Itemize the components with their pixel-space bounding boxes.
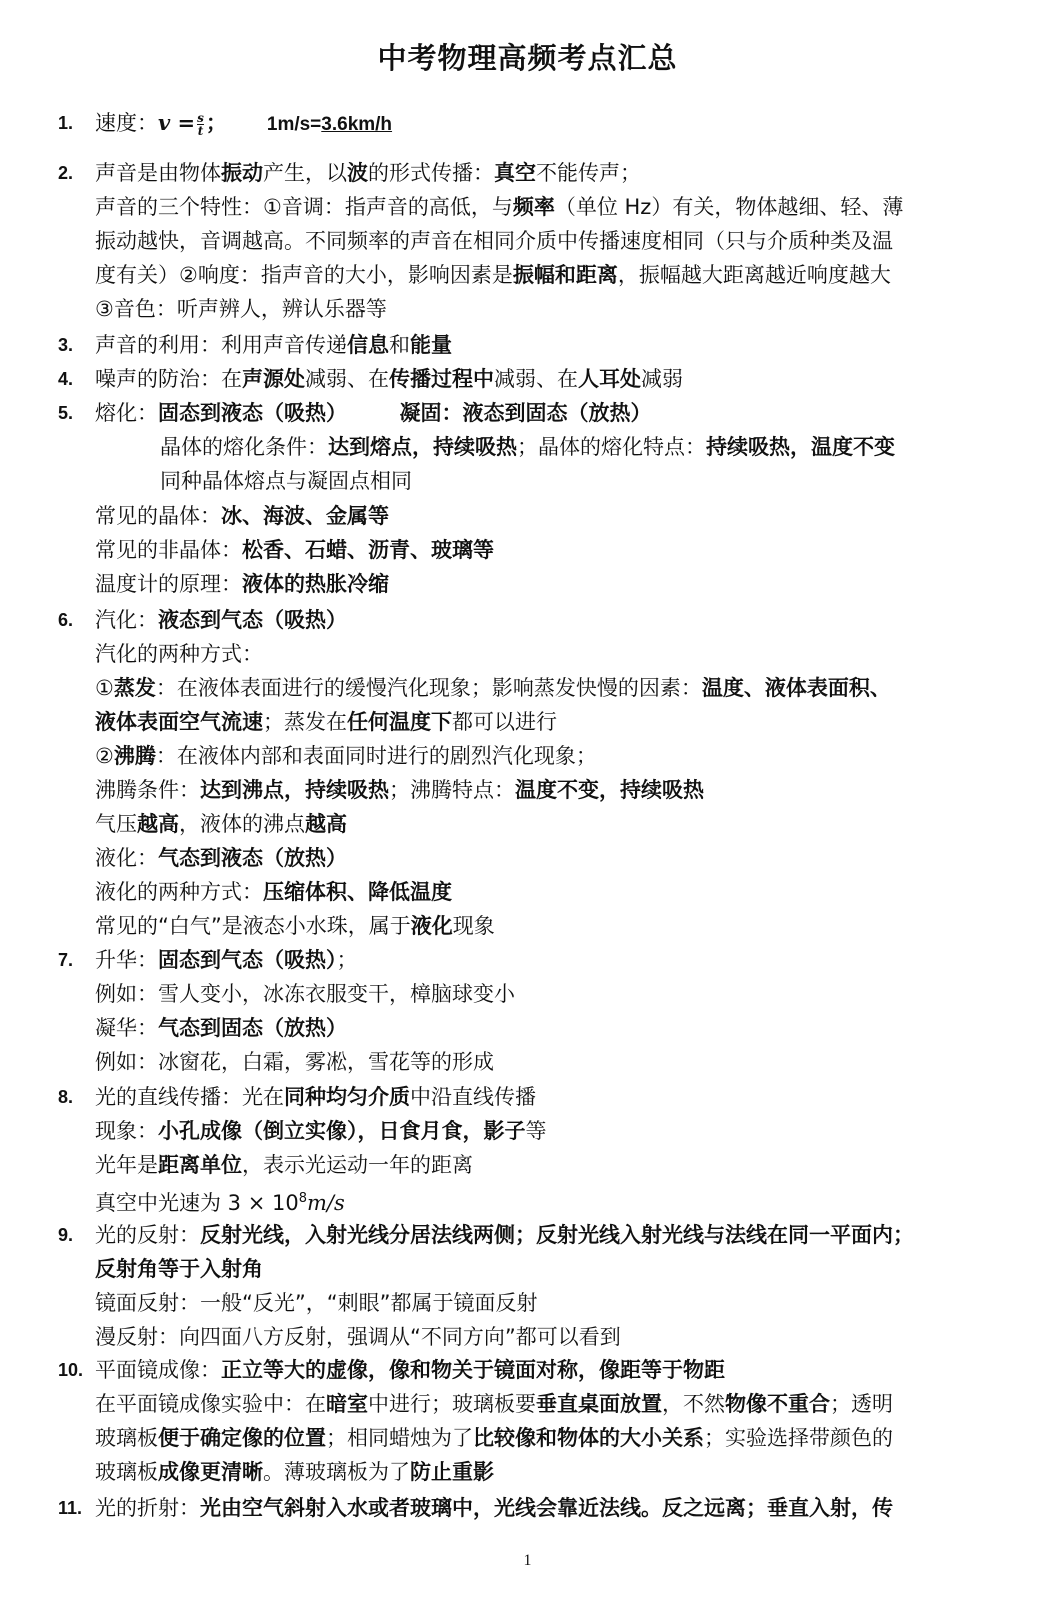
text-segment: ，不然 bbox=[662, 1392, 725, 1416]
line-text bbox=[95, 1389, 893, 1419]
line-text bbox=[95, 1423, 893, 1453]
text-segment: 例如：雪人变小，冰冻衣服变干，樟脑球变小 bbox=[95, 982, 515, 1006]
bold-text-segment: 沸腾 bbox=[113, 744, 156, 768]
bold-text-segment: 物像不重合 bbox=[725, 1392, 830, 1416]
light-speed-exponent: 8 bbox=[298, 1191, 307, 1206]
text-segment: 减弱、在 bbox=[305, 367, 389, 391]
bold-text-segment: 达到熔点，持续吸热 bbox=[328, 435, 517, 459]
item-number: 7. bbox=[58, 950, 74, 970]
bold-text-segment: 气态到固态（放热） bbox=[158, 1016, 347, 1040]
line-text bbox=[95, 1254, 263, 1284]
line-text bbox=[95, 501, 389, 531]
bold-text-segment: 液态到气态（吸热） bbox=[158, 608, 347, 632]
light-speed-unit: m/s bbox=[307, 1191, 345, 1215]
bold-text-segment: 波 bbox=[347, 161, 368, 185]
line-text bbox=[95, 775, 704, 805]
text-segment: ；蒸发在 bbox=[263, 710, 347, 734]
bold-text-segment: 距离单位 bbox=[158, 1153, 242, 1177]
bold-text-segment: 垂直桌面放置 bbox=[536, 1392, 662, 1416]
text-segment: 例如：冰窗花，白霜，雾凇，雪花等的形成 bbox=[95, 1050, 494, 1074]
text-segment: 和 bbox=[389, 333, 410, 357]
text-segment: 熔化： bbox=[95, 401, 158, 425]
line-text bbox=[95, 294, 387, 324]
bold-text-segment: 冰、海波、金属等 bbox=[221, 504, 389, 528]
text-segment: 现象： bbox=[95, 1119, 158, 1143]
light-speed-text bbox=[95, 1184, 345, 1218]
text-segment: ； bbox=[336, 948, 358, 972]
item-number: 2. bbox=[58, 163, 74, 183]
unit-conversion-left: 1m/s= bbox=[266, 114, 322, 135]
line-text bbox=[95, 1116, 547, 1146]
line-text bbox=[95, 569, 389, 599]
text-segment: 常见的“白气”是液态小水珠，属于 bbox=[95, 914, 411, 938]
bold-text-segment: 比较像和物体的大小关系 bbox=[473, 1426, 704, 1450]
bold-text-segment: 任何温度下 bbox=[347, 710, 452, 734]
text-segment: 现象 bbox=[452, 914, 495, 938]
bold-text-segment: 便于确定像的位置 bbox=[158, 1426, 326, 1450]
text-segment: 。薄玻璃板为了 bbox=[263, 1460, 410, 1484]
bold-text-segment: 能量 bbox=[410, 333, 452, 357]
item-number: 8. bbox=[58, 1087, 74, 1107]
text-segment: 光的反射： bbox=[95, 1223, 200, 1247]
item-1-text bbox=[95, 108, 392, 140]
bold-text-segment: 人耳处 bbox=[578, 367, 641, 391]
fraction-numerator: s bbox=[197, 110, 204, 125]
text-segment: （单位 Hz）有关，物体越细、轻、薄 bbox=[554, 195, 904, 219]
text-segment: ；实验选择带颜色的 bbox=[704, 1426, 893, 1450]
text-segment: 温度计的原理： bbox=[95, 572, 242, 596]
text-segment: 度有关）②响度：指声音的大小，影响因素是 bbox=[95, 263, 513, 287]
item-text bbox=[95, 364, 683, 394]
bold-text-segment: 反射光线，入射光线分居法线两侧；反射光线入射光线与法线在同一平面内； bbox=[200, 1223, 914, 1247]
text-segment: 常见的晶体： bbox=[95, 504, 221, 528]
line-text bbox=[95, 1150, 473, 1180]
page-title: 中考物理高频考点汇总 bbox=[377, 41, 678, 75]
text-segment: 常见的非晶体： bbox=[95, 538, 242, 562]
bold-text-segment: 传播过程中 bbox=[389, 367, 494, 391]
text-segment: ；相同蜡烛为了 bbox=[326, 1426, 473, 1450]
text-segment: 光的直线传播：光在 bbox=[95, 1085, 284, 1109]
text-segment: 中进行；玻璃板要 bbox=[368, 1392, 536, 1416]
line-text bbox=[95, 1322, 621, 1352]
bold-text-segment: 达到沸点，持续吸热 bbox=[200, 778, 389, 802]
item-number: 6. bbox=[58, 610, 74, 630]
item-text bbox=[95, 1493, 893, 1523]
line-text bbox=[95, 1457, 494, 1487]
text-segment: 液化的两种方式： bbox=[95, 880, 263, 904]
bold-text-segment: 蒸发 bbox=[113, 676, 156, 700]
text-segment: ，表示光运动一年的距离 bbox=[242, 1153, 473, 1177]
bold-text-segment: 凝固：液态到固态（放热） bbox=[399, 401, 652, 425]
text-segment: 产生，以 bbox=[263, 161, 347, 185]
item-text bbox=[95, 158, 641, 188]
text-segment: 减弱 bbox=[641, 367, 683, 391]
text-segment: 气压 bbox=[95, 812, 137, 836]
bold-text-segment: 同种均匀介质 bbox=[284, 1085, 410, 1109]
bold-text-segment: 频率 bbox=[512, 195, 555, 219]
line-text bbox=[95, 1288, 538, 1318]
unit-conversion-right: 3.6km/h bbox=[321, 114, 393, 135]
bold-text-segment: 越高 bbox=[305, 812, 347, 836]
item-text bbox=[95, 945, 358, 975]
bold-text-segment: 振动 bbox=[221, 161, 263, 185]
text-segment: ，振幅越大距离越近响度越大 bbox=[617, 263, 891, 287]
line-text bbox=[95, 911, 495, 941]
bold-text-segment: 固态到气态（吸热） bbox=[158, 948, 337, 972]
bold-text-segment: 暗室 bbox=[326, 1392, 368, 1416]
text-segment: 声音是由物体 bbox=[95, 161, 221, 185]
bold-text-segment: 成像更清晰 bbox=[158, 1460, 263, 1484]
text-segment: ；晶体的熔化特点： bbox=[517, 435, 706, 459]
bold-text-segment: 固态到液态（吸热） bbox=[158, 401, 337, 425]
text-segment: 凝华： bbox=[95, 1016, 158, 1040]
item-text bbox=[95, 398, 652, 428]
text-segment: 光的折射： bbox=[95, 1496, 200, 1520]
text-segment: 汽化的两种方式： bbox=[95, 642, 263, 666]
text-segment: 的形式传播： bbox=[368, 161, 494, 185]
text-segment: 都可以进行 bbox=[452, 710, 557, 734]
bold-text-segment: 液化 bbox=[410, 914, 453, 938]
line-text bbox=[95, 707, 557, 737]
line-text bbox=[95, 639, 263, 669]
bold-text-segment: 振幅和距离 bbox=[512, 263, 618, 287]
line-text bbox=[95, 226, 893, 256]
bold-text-segment: 真空 bbox=[494, 161, 536, 185]
bold-text-segment: 反射角等于入射角 bbox=[95, 1257, 263, 1281]
line-text bbox=[95, 843, 347, 873]
item-number: 1. bbox=[58, 113, 74, 133]
speed-label: 速度： bbox=[95, 111, 158, 135]
item-text bbox=[95, 605, 347, 635]
text-segment: ：在液体内部和表面同时进行的剧烈汽化现象； bbox=[155, 744, 597, 768]
fraction-denominator: t bbox=[197, 123, 204, 138]
text-segment: ① bbox=[95, 676, 114, 700]
bold-text-segment: 温度不变，持续吸热 bbox=[515, 778, 704, 802]
text-segment bbox=[337, 401, 400, 425]
page-number: 1 bbox=[523, 1552, 532, 1569]
light-speed-prefix: 真空中光速为 3 × 10 bbox=[95, 1191, 299, 1215]
bold-text-segment: 声源处 bbox=[242, 367, 305, 391]
item-text bbox=[95, 1082, 536, 1112]
item-text bbox=[95, 330, 452, 360]
text-segment: ② bbox=[95, 744, 114, 768]
formula-v: v = bbox=[158, 110, 196, 135]
separator: ； bbox=[205, 111, 227, 135]
line-text bbox=[95, 877, 452, 907]
line-text bbox=[160, 466, 412, 496]
text-segment: 不能传声； bbox=[536, 161, 641, 185]
line-text bbox=[95, 260, 891, 290]
text-segment: 在平面镜成像实验中：在 bbox=[95, 1392, 326, 1416]
text-segment: 同种晶体熔点与凝固点相同 bbox=[160, 469, 412, 493]
line-text bbox=[95, 979, 515, 1009]
text-segment: 漫反射：向四面八方反射，强调从“不同方向”都可以看到 bbox=[95, 1325, 621, 1349]
text-segment: 中沿直线传播 bbox=[410, 1085, 536, 1109]
text-segment: ；沸腾特点： bbox=[389, 778, 515, 802]
bold-text-segment: 液体的热胀冷缩 bbox=[242, 572, 389, 596]
bold-text-segment: 小孔成像（倒立实像），日食月食，影子 bbox=[158, 1119, 526, 1143]
bold-text-segment: 信息 bbox=[347, 333, 389, 357]
text-segment: 升华： bbox=[95, 948, 158, 972]
text-segment: ，液体的沸点 bbox=[179, 812, 305, 836]
bold-text-segment: 松香、石蜡、沥青、玻璃等 bbox=[242, 538, 494, 562]
line-text bbox=[95, 192, 903, 222]
text-segment: 声音的利用：利用声音传递 bbox=[95, 333, 347, 357]
text-segment: 减弱、在 bbox=[494, 367, 578, 391]
bold-text-segment: 正立等大的虚像，像和物关于镜面对称，像距等于物距 bbox=[221, 1358, 725, 1382]
text-segment: 等 bbox=[525, 1119, 547, 1143]
fraction bbox=[197, 112, 204, 137]
line-text bbox=[95, 535, 494, 565]
item-text bbox=[95, 1355, 725, 1385]
text-segment: 玻璃板 bbox=[95, 1426, 158, 1450]
text-segment: 噪声的防治：在 bbox=[95, 367, 242, 391]
text-segment: 平面镜成像： bbox=[95, 1358, 221, 1382]
text-segment: 光年是 bbox=[95, 1153, 158, 1177]
line-text bbox=[95, 1047, 494, 1077]
bold-text-segment: 越高 bbox=[137, 812, 179, 836]
text-segment: 镜面反射：一般“反光”，“刺眼”都属于镜面反射 bbox=[95, 1291, 538, 1315]
bold-text-segment: 防止重影 bbox=[410, 1460, 494, 1484]
bold-text-segment: 液体表面空气流速 bbox=[95, 710, 263, 734]
text-segment: 液化： bbox=[95, 846, 158, 870]
text-segment: 沸腾条件： bbox=[95, 778, 200, 802]
bold-text-segment: 光由空气斜射入水或者玻璃中，光线会靠近法线。反之远离；垂直入射，传 bbox=[200, 1496, 893, 1520]
text-segment: 振动越快，音调越高。不同频率的声音在相同介质中传播速度相同（只与介质种类及温 bbox=[95, 229, 893, 253]
line-text bbox=[95, 809, 347, 839]
line-text bbox=[95, 1013, 347, 1043]
bold-text-segment: 温度、液体表面积、 bbox=[701, 676, 891, 700]
text-segment: ；透明 bbox=[830, 1392, 893, 1416]
text-segment: 声音的三个特性：①音调：指声音的高低，与 bbox=[95, 195, 513, 219]
line-text bbox=[160, 432, 895, 462]
item-number: 11. bbox=[58, 1498, 83, 1518]
item-number: 3. bbox=[58, 335, 74, 355]
bold-text-segment: 持续吸热，温度不变 bbox=[706, 435, 895, 459]
text-segment: ：在液体表面进行的缓慢汽化现象；影响蒸发快慢的因素： bbox=[155, 676, 702, 700]
line-text bbox=[95, 741, 597, 771]
item-number: 5. bbox=[58, 403, 74, 423]
item-number: 10. bbox=[58, 1360, 84, 1380]
text-segment: 汽化： bbox=[95, 608, 158, 632]
item-text bbox=[95, 1220, 914, 1250]
item-number: 4. bbox=[58, 369, 74, 389]
text-segment: 晶体的熔化条件： bbox=[160, 435, 328, 459]
text-segment: ③音色：听声辨人，辨认乐器等 bbox=[95, 297, 387, 321]
bold-text-segment: 气态到液态（放热） bbox=[158, 846, 347, 870]
text-segment: 玻璃板 bbox=[95, 1460, 158, 1484]
line-text bbox=[95, 673, 891, 703]
item-number: 9. bbox=[58, 1225, 74, 1245]
bold-text-segment: 压缩体积、降低温度 bbox=[263, 880, 452, 904]
